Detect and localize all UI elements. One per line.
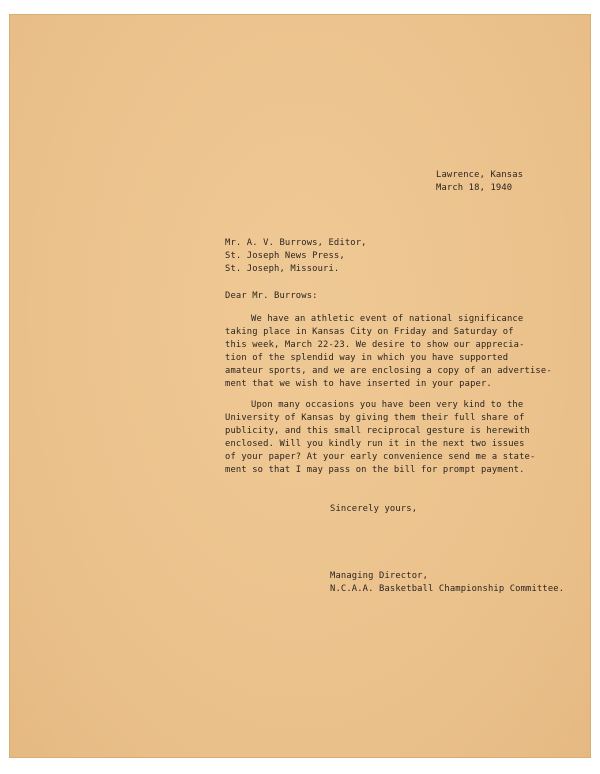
letter-page <box>9 14 591 758</box>
letter-date: March 18, 1940 <box>436 183 513 193</box>
paragraph-1-line: taking place in Kansas City on Friday and Saturday of <box>225 327 514 337</box>
signature-committee: N.C.A.A. Basketball Championship Committee. <box>330 584 565 594</box>
paragraph-1-line: tion of the splendid way in which you have supported <box>225 353 509 363</box>
paragraph-2-line: University of Kansas by giving them their full share of <box>225 413 525 423</box>
signature-title: Managing Director, <box>330 571 429 581</box>
salutation: Dear Mr. Burrows: <box>225 291 318 301</box>
recipient-company: St. Joseph News Press, <box>225 251 345 261</box>
paragraph-1-line: ment that we wish to have inserted in your paper. <box>225 379 492 389</box>
paragraph-1-line: this week, March 22-23. We desire to show our apprecia- <box>225 340 525 350</box>
letter-place: Lawrence, Kansas <box>436 170 524 180</box>
paragraph-1-line: amateur sports, and we are enclosing a copy of an advertise- <box>225 366 552 376</box>
paragraph-1-line: We have an athletic event of national significance <box>251 314 524 324</box>
paragraph-2-line: enclosed. Will you kindly run it in the next two issues <box>225 439 525 449</box>
paragraph-2-line: ment so that I may pass on the bill for prompt payment. <box>225 465 525 475</box>
closing: Sincerely yours, <box>330 504 418 514</box>
paragraph-2-line: of your paper? At your early convenience send me a state- <box>225 452 536 462</box>
paragraph-2-line: publicity, and this small reciprocal gesture is herewith <box>225 426 530 436</box>
paragraph-2-line: Upon many occasions you have been very kind to the <box>251 400 524 410</box>
recipient-name: Mr. A. V. Burrows, Editor, <box>225 238 367 248</box>
recipient-city: St. Joseph, Missouri. <box>225 264 340 274</box>
